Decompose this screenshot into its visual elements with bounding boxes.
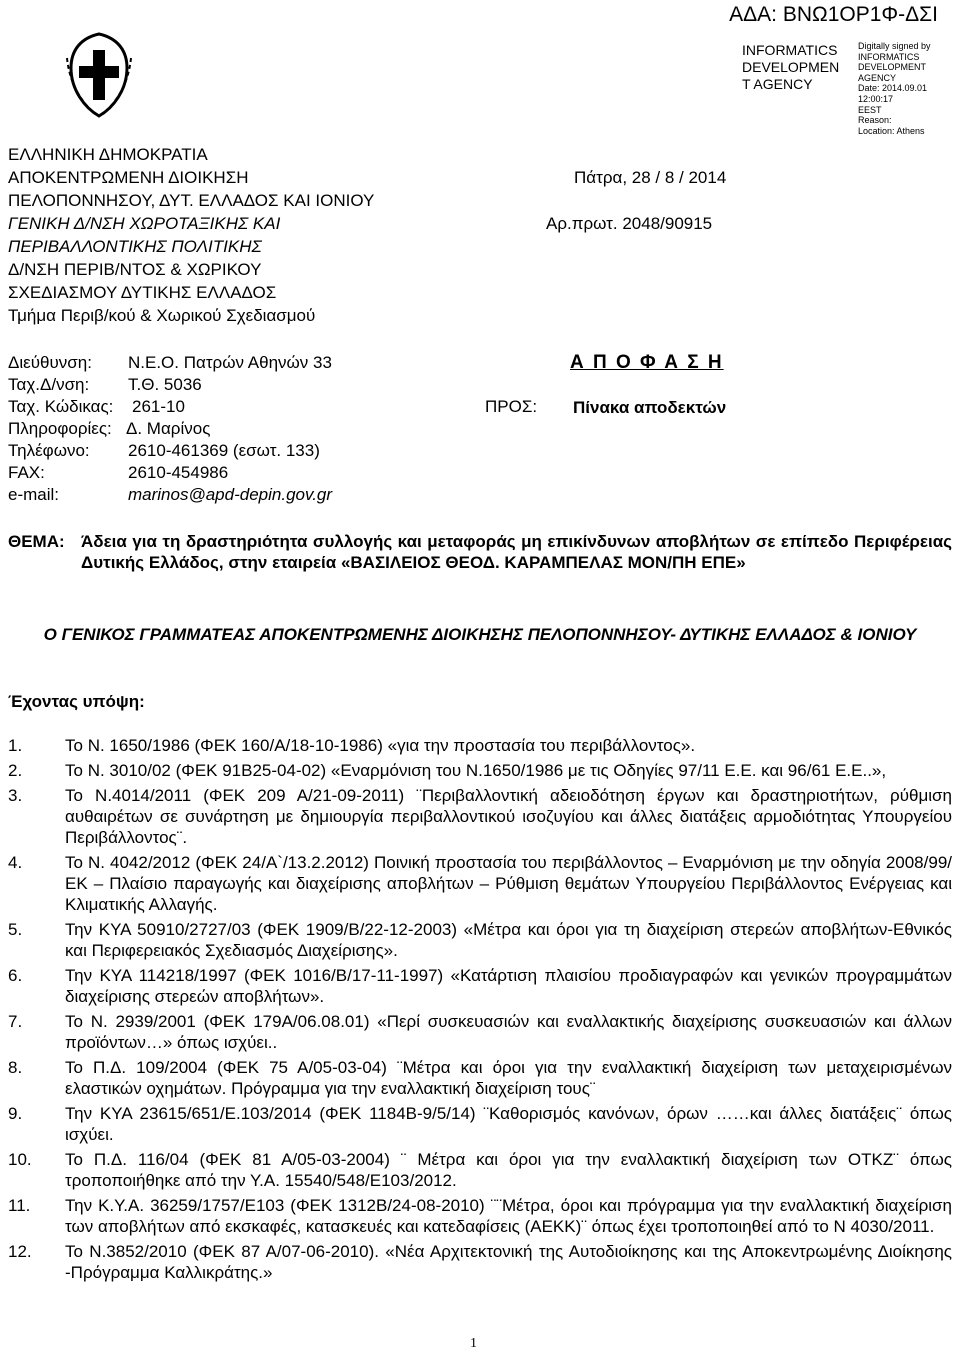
- signature-line: Digitally signed by: [858, 41, 931, 51]
- item-text: Την Κ.Υ.Α. 36259/1757/Ε103 (ΦΕΚ 1312Β/24-08-2010) ¨¨Μέτρα, όροι και πρόγραμμα για την εναλλακτική διαχείριση των αποβλήτων από εκσκαφές, κατασκευές και κατεδαφίσεις (ΑΕΚΚ)¨ όπως έχει τροποποιηθεί από το Ν 4030/2011.: [65, 1196, 952, 1236]
- header-line: ΑΠΟΚΕΝΤΡΩΜΕΝΗ ΔΙΟΙΚΗΣΗ: [8, 168, 249, 187]
- item-number: 2.: [8, 761, 23, 780]
- item-number: 10.: [8, 1150, 32, 1169]
- header-line: ΠΕΛΟΠΟΝΝΗΣΟΥ, ΔΥΤ. ΕΛΛΑΔΟΣ ΚΑΙ ΙΟΝΙΟΥ: [8, 191, 375, 210]
- email-link[interactable]: marinos@apd-depin.gov.gr: [128, 485, 333, 504]
- decision-title: Α Π Ο Φ Α Σ Η: [570, 352, 724, 373]
- contact-value: Δ. Μαρίνος: [126, 419, 211, 438]
- signature-line: INFORMATICS: [858, 51, 920, 62]
- page-number: 1: [470, 1336, 477, 1351]
- list-item: [8, 735, 952, 756]
- item-text: Την ΚΥΑ 23615/651/Ε.103/2014 (ΦΕΚ 1184Β-9/5/14) ¨Καθορισμός κανόνων, όρων ……και άλλες διατάξεις¨ όπως ισχύει.: [65, 1104, 952, 1144]
- contact-label: e-mail:: [8, 485, 60, 504]
- signature-line: EEST: [858, 104, 882, 115]
- header-line: Τμήμα Περιβ/κού & Χωρικού Σχεδιασμού: [8, 306, 316, 325]
- contact-label: Τηλέφωνο:: [8, 441, 90, 460]
- contact-value: Ν.Ε.Ο. Πατρών Αθηνών 33: [128, 353, 332, 372]
- signature-line: DEVELOPMENT AGENCY: [858, 62, 926, 83]
- list-item: [8, 1057, 952, 1099]
- signature-agency: INFORMATICS DEVELOPMEN T AGENCY: [742, 42, 840, 92]
- item-text: Το Ν.4014/2011 (ΦΕΚ 209 Α/21-09-2011) ¨Περιβαλλοντική αδειοδότηση έργων και δραστηριοτήτων, ρύθμιση αυθαιρέτων σε συνάρτηση με δημιουργία περιβαλλοντικού ισοζυγίου και άλλες διατάξεις αρμοδιότητας Υπουργείου Περιβάλλοντος¨.: [65, 786, 952, 847]
- subject-block: [8, 531, 952, 573]
- item-number: 1.: [8, 736, 23, 755]
- item-number: 11.: [8, 1196, 31, 1215]
- recipients: Πίνακα αποδεκτών: [573, 398, 727, 417]
- signature-line: Date: 2014.09.01 12:00:17: [858, 83, 928, 104]
- contact-value: 2610-461369 (εσωτ. 133): [128, 441, 320, 460]
- signature-line: Location: Athens: [858, 125, 925, 136]
- list-item: [8, 919, 952, 961]
- contact-value: 261-10: [132, 397, 185, 416]
- header-line: ΓΕΝΙΚΗ Δ/ΝΣΗ ΧΩΡΟΤΑΞΙΚΗΣ ΚΑΙ: [8, 214, 281, 233]
- contact-value: 2610-454986: [128, 463, 229, 482]
- list-item: [8, 785, 952, 848]
- item-number: 9.: [8, 1104, 23, 1123]
- item-text: Το Ν. 2939/2001 (ΦΕΚ 179Α/06.08.01) «Περί συσκευασιών και εναλλακτικής διαχείρισης συσκευασιών και άλλων προϊόντων…» όπως ισχύει..: [65, 1012, 952, 1052]
- signature-line: Reason:: [858, 115, 892, 126]
- contact-label: FAX:: [8, 463, 45, 482]
- contact-label: Διεύθυνση:: [8, 353, 92, 372]
- item-number: 5.: [8, 920, 23, 939]
- subject-label: ΘΕΜΑ:: [8, 532, 65, 551]
- signature-details: [858, 41, 958, 136]
- protocol-number: Αρ.πρωτ. 2048/90915: [546, 214, 713, 233]
- item-number: 6.: [8, 966, 23, 985]
- greek-emblem-icon: [59, 28, 139, 125]
- item-text: Το Ν. 1650/1986 (ΦΕΚ 160/Α/18-10-1986) «για την προστασία του περιβάλλοντος».: [65, 736, 696, 755]
- to-label: ΠΡΟΣ:: [485, 397, 538, 416]
- item-text: Την ΚΥΑ 50910/2727/03 (ΦΕΚ 1909/Β/22-12-2003) «Μέτρα και όροι για τη διαχείριση στερεών αποβλήτων-Εθνικός και Περιφερειακός Σχεδιασμός Διαχείρισης».: [65, 920, 952, 960]
- contact-value: Τ.Θ. 5036: [128, 375, 202, 394]
- list-item: [8, 1241, 952, 1283]
- item-number: 8.: [8, 1058, 23, 1077]
- item-text: Το Ν.3852/2010 (ΦΕΚ 87 Α/07-06-2010). «Νέα Αρχιτεκτονική της Αυτοδιοίκησης και της Αποκεντρωμένης Διοίκησης -Πρόγραμμα Καλλικράτης.»: [65, 1242, 952, 1282]
- general-secretary-heading: Ο ΓΕΝΙΚΟΣ ΓΡΑΜΜΑΤΕΑΣ ΑΠΟΚΕΝΤΡΩΜΕΝΗΣ ΔΙΟΙΚΗΣΗΣ ΠΕΛΟΠΟΝΝΗΣΟΥ- ΔΥΤΙΚΗΣ ΕΛΛΑΔΟΣ & ΙΟΝΙΟΥ: [43, 625, 917, 644]
- item-number: 7.: [8, 1012, 23, 1031]
- given-label: Έχοντας υπόψη:: [8, 692, 145, 711]
- contact-label: Ταχ. Κώδικας:: [8, 397, 114, 416]
- subject-text: Άδεια για τη δραστηριότητα συλλογής και μεταφοράς μη επικίνδυνων αποβλήτων σε επίπεδο Περιφέρειας Δυτικής Ελλάδος, στην εταιρεία «ΒΑΣΙΛΕΙΟΣ ΘΕΟΔ. ΚΑΡΑΜΠΕΛΑΣ ΜΟΝ/ΠΗ ΕΠΕ»: [81, 532, 952, 572]
- list-item: [8, 1103, 952, 1145]
- header-line: ΠΕΡΙΒΑΛΛΟΝΤΙΚΗΣ ΠΟΛΙΤΙΚΗΣ: [8, 237, 262, 256]
- item-text: Το Π.Δ. 116/04 (ΦΕΚ 81 Α/05-03-2004) ¨ Μέτρα και όροι για την εναλλακτική διαχείριση των ΟΤΚΖ¨ όπως τροποποιήθηκε από την Υ.Α. 15540/548/Ε103/2012.: [65, 1150, 952, 1190]
- item-number: 4.: [8, 853, 23, 872]
- list-item: [8, 760, 952, 781]
- item-text: Το Π.Δ. 109/2004 (ΦΕΚ 75 Α/05-03-04) ¨Μέτρα και όροι για την εναλλακτική διαχείριση των μεταχειρισμένων ελαστικών οχημάτων. Πρόγραμμα για την εναλλακτική διαχείριση τους¨: [65, 1058, 952, 1098]
- list-item: [8, 1149, 952, 1191]
- header-line: ΣΧΕΔΙΑΣΜΟΥ ΔΥΤΙΚΗΣ ΕΛΛΑΔΟΣ: [8, 283, 277, 302]
- list-item: [8, 852, 952, 915]
- ada-code: ΑΔΑ: ΒΝΩ1ΟΡ1Φ-ΔΣΙ: [729, 3, 938, 26]
- list-item: [8, 965, 952, 1007]
- date-line: Πάτρα, 28 / 8 / 2014: [574, 168, 727, 187]
- item-text: Το Ν. 3010/02 (ΦΕΚ 91Β25-04-02) «Εναρμόνιση του Ν.1650/1986 με τις Οδηγίες 97/11 Ε.Ε. και 96/61 Ε.Ε..»,: [65, 761, 887, 780]
- considerations-list: [8, 735, 952, 1287]
- header-line: ΕΛΛΗΝΙΚΗ ΔΗΜΟΚΡΑΤΙΑ: [8, 145, 208, 164]
- item-number: 12.: [8, 1242, 32, 1261]
- list-item: [8, 1011, 952, 1053]
- item-number: 3.: [8, 786, 23, 805]
- contact-label: Ταχ.Δ/νση:: [8, 375, 90, 394]
- item-text: Την ΚΥΑ 114218/1997 (ΦΕΚ 1016/Β/17-11-1997) «Κατάρτιση πλαισίου προδιαγραφών και γενικών προγραμμάτων διαχείρισης στερεών αποβλήτων».: [65, 966, 952, 1006]
- item-text: Το Ν. 4042/2012 (ΦΕΚ 24/Α`/13.2.2012) Ποινική προστασία του περιβάλλοντος – Εναρμόνιση με την οδηγία 2008/99/ΕΚ – Πλαίσιο παραγωγής και διαχείρισης αποβλήτων – Ρύθμιση θεμάτων Υπουργείου Περιβάλλοντος Ενέργειας και Κλιματικής Αλλαγής.: [65, 853, 952, 914]
- list-item: [8, 1195, 952, 1237]
- contact-label: Πληροφορίες:: [8, 419, 112, 438]
- header-line: Δ/ΝΣΗ ΠΕΡΙΒ/ΝΤΟΣ & ΧΩΡΙΚΟΥ: [8, 260, 262, 279]
